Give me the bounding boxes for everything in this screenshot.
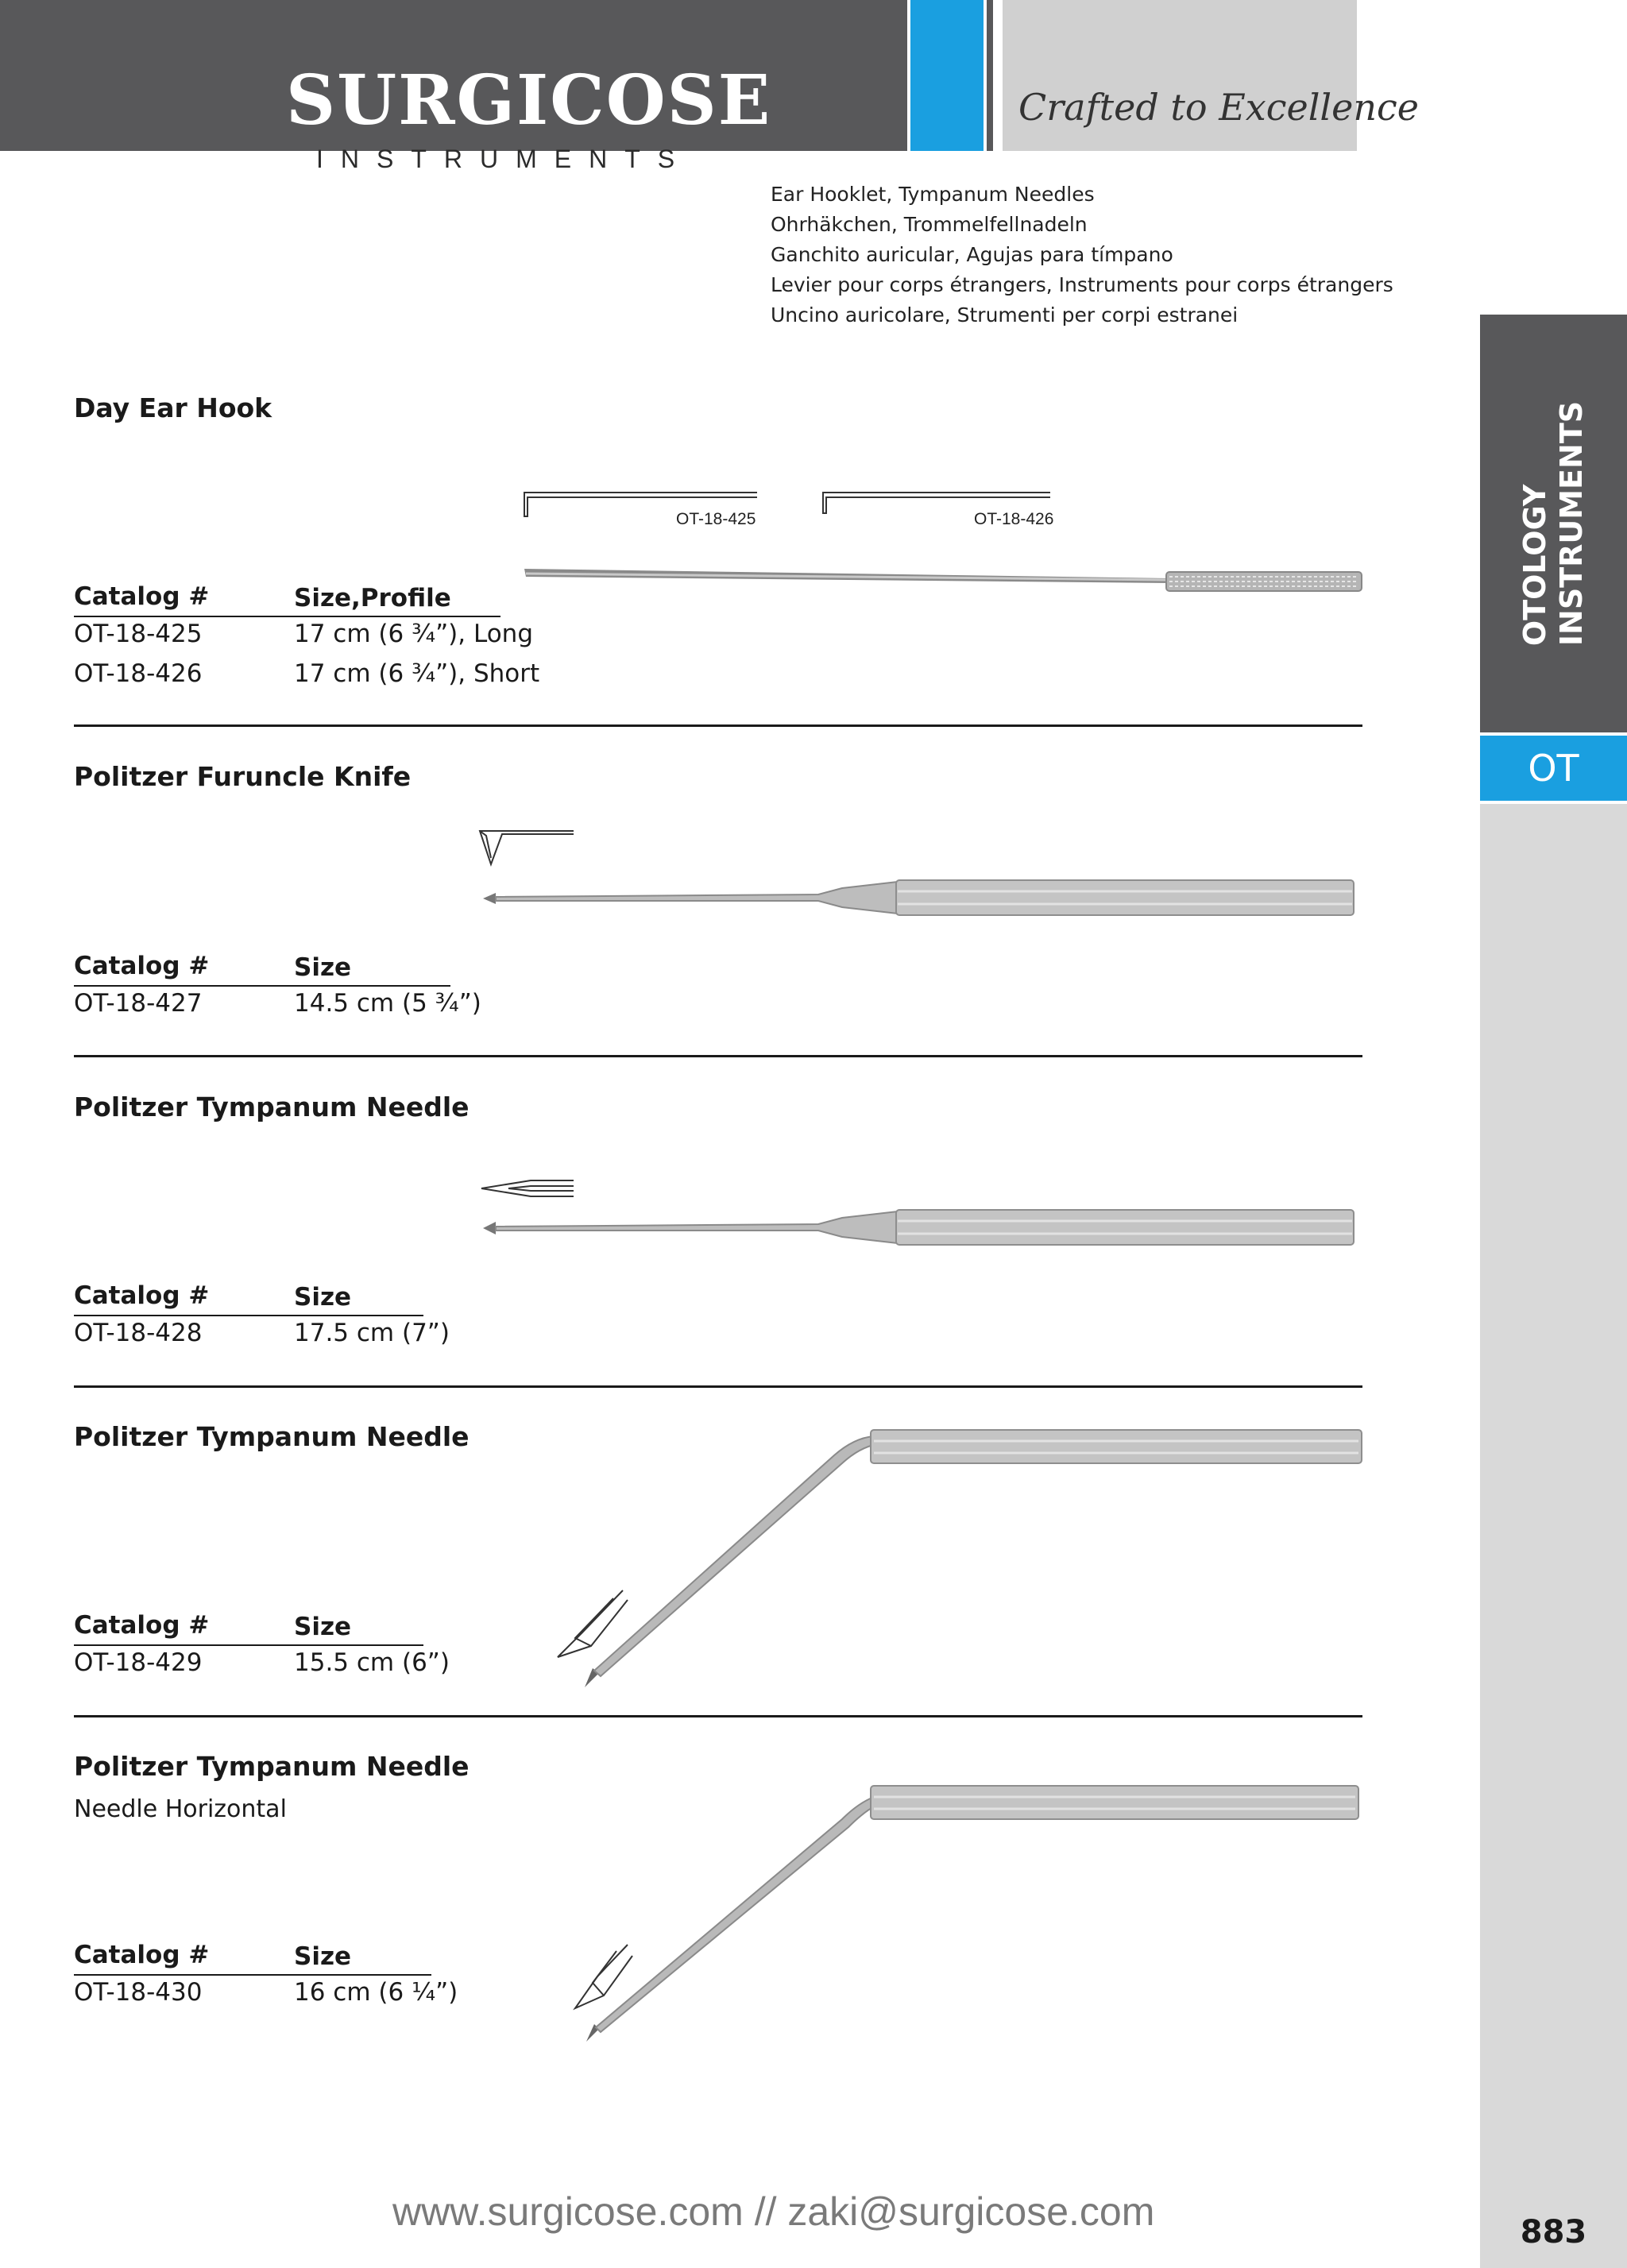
- furuncle-knife-tip-detail: [480, 831, 574, 864]
- size-value: 14.5 cm (5 ¾”): [294, 989, 481, 1018]
- section-title: Politzer Tympanum Needle: [74, 1421, 470, 1452]
- horizontal-needle-tip-detail: [575, 1945, 632, 2008]
- intro-line: Ear Hooklet, Tympanum Needles: [771, 183, 1095, 206]
- page-number: 883: [1520, 2214, 1587, 2251]
- hook-tip-detail-long: [524, 493, 757, 516]
- category-code-badge: OT: [1480, 736, 1627, 801]
- figure-label: OT-18-426: [974, 510, 1054, 528]
- section-divider: [74, 724, 1362, 727]
- hook-tip-detail-short: [823, 493, 1050, 513]
- size-header: Size: [294, 1283, 352, 1312]
- catalog-header: Catalog #: [74, 952, 210, 980]
- size-value: 16 cm (6 ¼”): [294, 1978, 458, 2007]
- catalog-number: OT-18-429: [74, 1648, 203, 1677]
- catalog-header: Catalog #: [74, 1611, 210, 1640]
- angled-needle-tip-detail: [558, 1590, 628, 1657]
- header-underline: [74, 985, 450, 987]
- size-header: Size: [294, 1942, 352, 1971]
- furuncle-knife-image: [483, 880, 1354, 915]
- catalog-number: OT-18-430: [74, 1978, 203, 2007]
- intro-line: Ohrhäkchen, Trommelfellnadeln: [771, 213, 1088, 236]
- horizontal-tympanum-needle-image: [586, 1786, 1358, 2042]
- tympanum-needle-tip-detail: [481, 1180, 574, 1196]
- size-value: 17 cm (6 ¾”), Short: [294, 659, 540, 688]
- figure-label: OT-18-425: [676, 510, 756, 528]
- catalog-number: OT-18-425: [74, 620, 203, 648]
- section-divider: [74, 1715, 1362, 1717]
- size-value: 15.5 cm (6”): [294, 1648, 450, 1677]
- section-divider: [74, 1385, 1362, 1388]
- angled-tympanum-needle-image: [585, 1430, 1362, 1687]
- section-title: Politzer Tympanum Needle: [74, 1751, 470, 1782]
- size-value: 17 cm (6 ¾”), Long: [294, 620, 533, 648]
- category-line-1: OTOLOGY: [1517, 484, 1553, 647]
- brand-logo: SURGICOSE: [286, 60, 772, 141]
- section-title: Politzer Furuncle Knife: [74, 761, 412, 792]
- day-ear-hook-image: [524, 569, 1362, 591]
- size-header: Size,Profile: [294, 584, 451, 612]
- catalog-number: OT-18-426: [74, 659, 203, 688]
- catalog-number: OT-18-427: [74, 989, 203, 1018]
- section-title: Day Ear Hook: [74, 392, 272, 423]
- catalog-header: Catalog #: [74, 582, 210, 611]
- section-divider: [74, 1055, 1362, 1057]
- brand-subtitle: INSTRUMENTS: [316, 145, 693, 173]
- header-underline: [74, 1644, 423, 1646]
- catalog-header: Catalog #: [74, 1281, 210, 1310]
- tagline: Crafted to Excellence: [1018, 86, 1419, 129]
- footer-contact: www.surgicose.com // zaki@surgicose.com: [392, 2189, 1155, 2234]
- tympanum-needle-image: [483, 1210, 1354, 1245]
- intro-line: Ganchito auricular, Agujas para tímpano: [771, 243, 1173, 266]
- category-line-2: INSTRUMENTS: [1554, 400, 1590, 647]
- catalog-header: Catalog #: [74, 1941, 210, 1969]
- section-subtitle: Needle Horizontal: [74, 1795, 287, 1823]
- size-value: 17.5 cm (7”): [294, 1319, 450, 1347]
- size-header: Size: [294, 953, 352, 982]
- intro-line: Levier pour corps étrangers, Instruments pour corps étrangers: [771, 273, 1393, 296]
- header-underline: [74, 1315, 423, 1316]
- size-header: Size: [294, 1613, 352, 1641]
- header-underline: [74, 1974, 431, 1976]
- intro-line: Uncino auricolare, Strumenti per corpi estranei: [771, 303, 1239, 326]
- section-title: Politzer Tympanum Needle: [74, 1091, 470, 1122]
- catalog-number: OT-18-428: [74, 1319, 203, 1347]
